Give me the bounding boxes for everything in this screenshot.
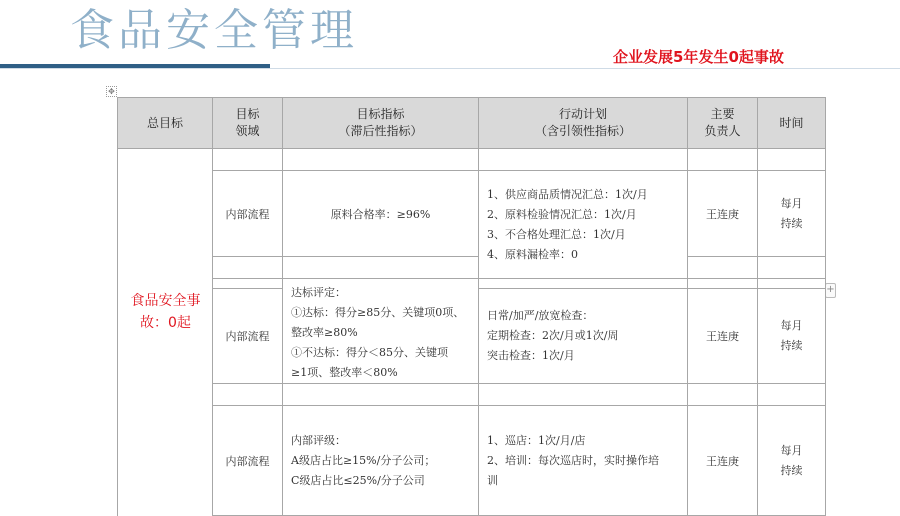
- owner-cell: 王连庚: [688, 289, 758, 384]
- header-owner: 主要 负责人: [688, 98, 758, 149]
- slide-title: 食品安全管理: [70, 5, 358, 56]
- header-time: 时间: [758, 98, 826, 149]
- indicator-cell: 内部评级： A级店占比≥15%/分子公司； C级店占比≤25%/分子公司: [283, 406, 479, 516]
- time-cell: 每月 持续: [758, 171, 826, 257]
- table-row: [118, 149, 826, 171]
- table-header-row: [118, 98, 826, 149]
- table-row: [118, 406, 826, 516]
- table-row: [118, 257, 826, 279]
- food-safety-plan-table: [117, 97, 826, 516]
- owner-cell: 王连庚: [688, 171, 758, 257]
- plan-cell: 1、供应商品质情况汇总：1次/月 2、原料检验情况汇总：1次/月 3、不合格处理汇总：1次/月 4、原料漏检率：0: [479, 171, 688, 279]
- time-cell: 每月 持续: [758, 289, 826, 384]
- table-row: [118, 279, 826, 289]
- indicator-cell: 达标评定： ①达标：得分≥85分、关键项0项、 整改率≥80% ①不达标：得分＜85分、关键项 ≥1项、整改率＜80%: [283, 279, 479, 384]
- title-divider: [0, 68, 900, 69]
- indicator-cell: 原料合格率：≥96%: [283, 171, 479, 257]
- table-row: [118, 171, 826, 257]
- table-row: [118, 384, 826, 406]
- domain-cell: 内部流程: [213, 289, 283, 384]
- plan-cell: 日常/加严/放宽检查： 定期检查：2次/月或1次/周 突击检查：1次/月: [479, 289, 688, 384]
- header-goal: 总目标: [118, 98, 213, 149]
- overall-goal-text: 食品安全事 故：0起: [130, 293, 201, 331]
- slide-slogan: 企业发展5年发生0起事故: [613, 48, 784, 66]
- domain-cell: 内部流程: [213, 406, 283, 516]
- owner-cell: 王连庚: [688, 406, 758, 516]
- table-move-handle-icon[interactable]: ✥: [106, 86, 117, 97]
- header-plan: 行动计划 （含引领性指标）: [479, 98, 688, 149]
- domain-cell: 内部流程: [213, 171, 283, 257]
- header-domain: 目标 领域: [213, 98, 283, 149]
- add-column-icon[interactable]: +: [825, 283, 836, 298]
- header-indicator: 目标指标 （滞后性指标）: [283, 98, 479, 149]
- plan-cell: 1、巡店：1次/月/店 2、培训：每次巡店时，实时操作培 训: [479, 406, 688, 516]
- time-cell: 每月 持续: [758, 406, 826, 516]
